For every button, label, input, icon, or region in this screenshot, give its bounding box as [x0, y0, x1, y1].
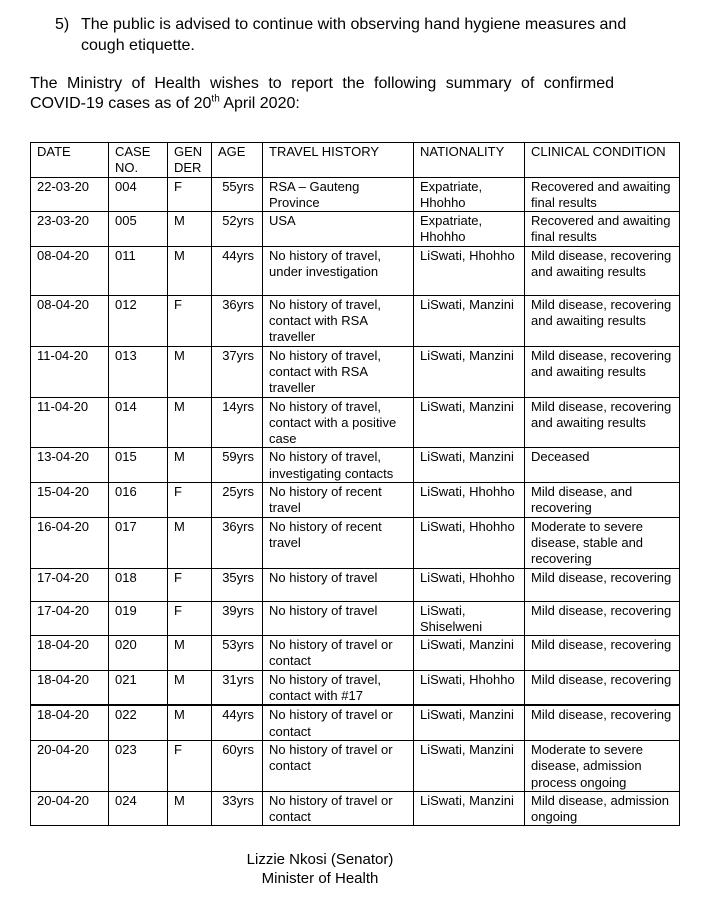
cell-age: 33yrs [212, 791, 263, 826]
cell-age: 60yrs [212, 740, 263, 791]
cell-case-no: 004 [109, 177, 168, 212]
header-gender: GEN DER [168, 143, 212, 178]
cell-clinical-condition: Mild disease, recovering and awaiting results [525, 295, 680, 346]
cell-gender: M [168, 448, 212, 483]
cell-date: 17-04-20 [31, 601, 109, 636]
cell-travel-history: No history of travel, under investigation [263, 246, 414, 295]
table-row [31, 483, 680, 518]
cell-case-no: 012 [109, 295, 168, 346]
table-row [31, 346, 680, 397]
cell-nationality: LiSwati, Hhohho [414, 517, 525, 568]
cell-date: 18-04-20 [31, 636, 109, 671]
cell-date: 16-04-20 [31, 517, 109, 568]
cell-clinical-condition: Mild disease, recovering [525, 601, 680, 636]
cell-gender: F [168, 295, 212, 346]
cell-clinical-condition: Mild disease, recovering [525, 568, 680, 601]
cell-travel-history: No history of recent travel [263, 517, 414, 568]
cell-gender: M [168, 397, 212, 448]
cell-date: 18-04-20 [31, 705, 109, 740]
cell-date: 13-04-20 [31, 448, 109, 483]
cell-age: 59yrs [212, 448, 263, 483]
table-row [31, 636, 680, 671]
cell-gender: M [168, 670, 212, 705]
cell-case-no: 018 [109, 568, 168, 601]
cell-case-no: 013 [109, 346, 168, 397]
cell-case-no: 015 [109, 448, 168, 483]
cell-clinical-condition: Mild disease, recovering and awaiting results [525, 246, 680, 295]
cell-age: 31yrs [212, 670, 263, 705]
cell-travel-history: No history of travel or contact [263, 791, 414, 826]
intro-text-end: April 2020: [219, 95, 300, 112]
cell-nationality: LiSwati, Manzini [414, 295, 525, 346]
cell-age: 25yrs [212, 483, 263, 518]
cell-nationality: LiSwati, Manzini [414, 791, 525, 826]
cell-case-no: 024 [109, 791, 168, 826]
report-intro [30, 74, 614, 114]
cell-gender: M [168, 246, 212, 295]
table-row [31, 670, 680, 705]
cell-case-no: 014 [109, 397, 168, 448]
table-row [31, 791, 680, 826]
cell-gender: F [168, 568, 212, 601]
item-text: The public is advised to continue with observing hand hygiene measures and cough etiquette. [81, 16, 627, 54]
cell-travel-history: No history of travel, contact with a positive case [263, 397, 414, 448]
cell-nationality: LiSwati, Hhohho [414, 246, 525, 295]
cell-age: 14yrs [212, 397, 263, 448]
covid-cases-table [30, 142, 680, 826]
cell-gender: F [168, 483, 212, 518]
header-nationality: NATIONALITY [414, 143, 525, 178]
table-row [31, 397, 680, 448]
table-body [31, 177, 680, 826]
cell-gender: M [168, 791, 212, 826]
item-number: 5) [55, 16, 70, 33]
cell-travel-history: No history of travel [263, 601, 414, 636]
signature-block [214, 850, 426, 888]
header-travel-history: TRAVEL HISTORY [263, 143, 414, 178]
cell-clinical-condition: Mild disease, and recovering [525, 483, 680, 518]
header-case-no: CASE NO. [109, 143, 168, 178]
cell-date: 17-04-20 [31, 568, 109, 601]
table-row [31, 740, 680, 791]
table-row [31, 212, 680, 247]
cell-gender: F [168, 740, 212, 791]
cell-date: 08-04-20 [31, 295, 109, 346]
cell-case-no: 016 [109, 483, 168, 518]
cell-travel-history: No history of travel or contact [263, 636, 414, 671]
cell-nationality: LiSwati, Hhohho [414, 670, 525, 705]
cell-travel-history: No history of recent travel [263, 483, 414, 518]
table-row [31, 246, 680, 295]
cell-gender: M [168, 636, 212, 671]
cell-case-no: 022 [109, 705, 168, 740]
signatory-name: Lizzie Nkosi (Senator) [246, 851, 394, 868]
cell-travel-history: No history of travel or contact [263, 740, 414, 791]
cell-nationality: LiSwati, Hhohho [414, 483, 525, 518]
cell-nationality: LiSwati, Manzini [414, 346, 525, 397]
cell-case-no: 005 [109, 212, 168, 247]
cell-travel-history: No history of travel, contact with RSA traveller [263, 346, 414, 397]
cell-travel-history: No history of travel, contact with #17 [263, 670, 414, 705]
cell-nationality: LiSwati, Manzini [414, 448, 525, 483]
cell-gender: M [168, 705, 212, 740]
cell-date: 11-04-20 [31, 346, 109, 397]
cell-travel-history: No history of travel [263, 568, 414, 601]
cell-date: 11-04-20 [31, 397, 109, 448]
table-row [31, 448, 680, 483]
cell-age: 44yrs [212, 246, 263, 295]
cell-clinical-condition: Moderate to severe disease, admission process ongoing [525, 740, 680, 791]
cell-clinical-condition: Mild disease, recovering [525, 636, 680, 671]
cell-age: 36yrs [212, 517, 263, 568]
cell-case-no: 021 [109, 670, 168, 705]
header-date: DATE [31, 143, 109, 178]
table-row [31, 295, 680, 346]
cell-nationality: LiSwati, Manzini [414, 397, 525, 448]
cell-clinical-condition: Recovered and awaiting final results [525, 212, 680, 247]
table-row [31, 177, 680, 212]
cell-travel-history: No history of travel or contact [263, 705, 414, 740]
cell-age: 55yrs [212, 177, 263, 212]
cell-clinical-condition: Recovered and awaiting final results [525, 177, 680, 212]
cell-case-no: 019 [109, 601, 168, 636]
cell-age: 39yrs [212, 601, 263, 636]
cell-date: 20-04-20 [31, 740, 109, 791]
cell-age: 36yrs [212, 295, 263, 346]
cell-date: 20-04-20 [31, 791, 109, 826]
cell-case-no: 017 [109, 517, 168, 568]
cell-travel-history: No history of travel, contact with RSA traveller [263, 295, 414, 346]
cell-travel-history: USA [263, 212, 414, 247]
table-row [31, 705, 680, 740]
cell-clinical-condition: Deceased [525, 448, 680, 483]
cell-case-no: 011 [109, 246, 168, 295]
cell-date: 18-04-20 [31, 670, 109, 705]
cell-nationality: LiSwati, Manzini [414, 636, 525, 671]
cell-case-no: 023 [109, 740, 168, 791]
cell-nationality: LiSwati, Shiselweni [414, 601, 525, 636]
cell-date: 15-04-20 [31, 483, 109, 518]
cell-gender: M [168, 346, 212, 397]
cell-gender: F [168, 601, 212, 636]
cell-age: 35yrs [212, 568, 263, 601]
cell-clinical-condition: Moderate to severe disease, stable and recovering [525, 517, 680, 568]
cell-gender: F [168, 177, 212, 212]
cell-clinical-condition: Mild disease, recovering [525, 670, 680, 705]
intro-text: The Ministry of Health wishes to report the following summary of confirmed COVID-19 cases as of 20 [30, 75, 614, 112]
cell-clinical-condition: Mild disease, recovering and awaiting results [525, 397, 680, 448]
intro-superscript: th [211, 93, 220, 105]
cell-travel-history: RSA – Gauteng Province [263, 177, 414, 212]
cell-gender: M [168, 517, 212, 568]
cell-date: 08-04-20 [31, 246, 109, 295]
cell-date: 23-03-20 [31, 212, 109, 247]
cell-gender: M [168, 212, 212, 247]
cell-nationality: Expatriate, Hhohho [414, 177, 525, 212]
signatory-title: Minister of Health [261, 870, 379, 887]
table-header-row [31, 143, 680, 178]
cell-age: 37yrs [212, 346, 263, 397]
cell-nationality: LiSwati, Manzini [414, 740, 525, 791]
header-clinical-condition: CLINICAL CONDITION [525, 143, 680, 178]
cell-age: 53yrs [212, 636, 263, 671]
header-age: AGE [212, 143, 263, 178]
cell-nationality: LiSwati, Manzini [414, 705, 525, 740]
cell-age: 52yrs [212, 212, 263, 247]
table-row [31, 568, 680, 601]
cell-travel-history: No history of travel, investigating contacts [263, 448, 414, 483]
table-row [31, 601, 680, 636]
cell-age: 44yrs [212, 705, 263, 740]
cell-case-no: 020 [109, 636, 168, 671]
cell-clinical-condition: Mild disease, admission ongoing [525, 791, 680, 826]
cell-nationality: Expatriate, Hhohho [414, 212, 525, 247]
cell-date: 22-03-20 [31, 177, 109, 212]
table-row [31, 517, 680, 568]
cell-clinical-condition: Mild disease, recovering and awaiting results [525, 346, 680, 397]
cell-nationality: LiSwati, Hhohho [414, 568, 525, 601]
cell-clinical-condition: Mild disease, recovering [525, 705, 680, 740]
